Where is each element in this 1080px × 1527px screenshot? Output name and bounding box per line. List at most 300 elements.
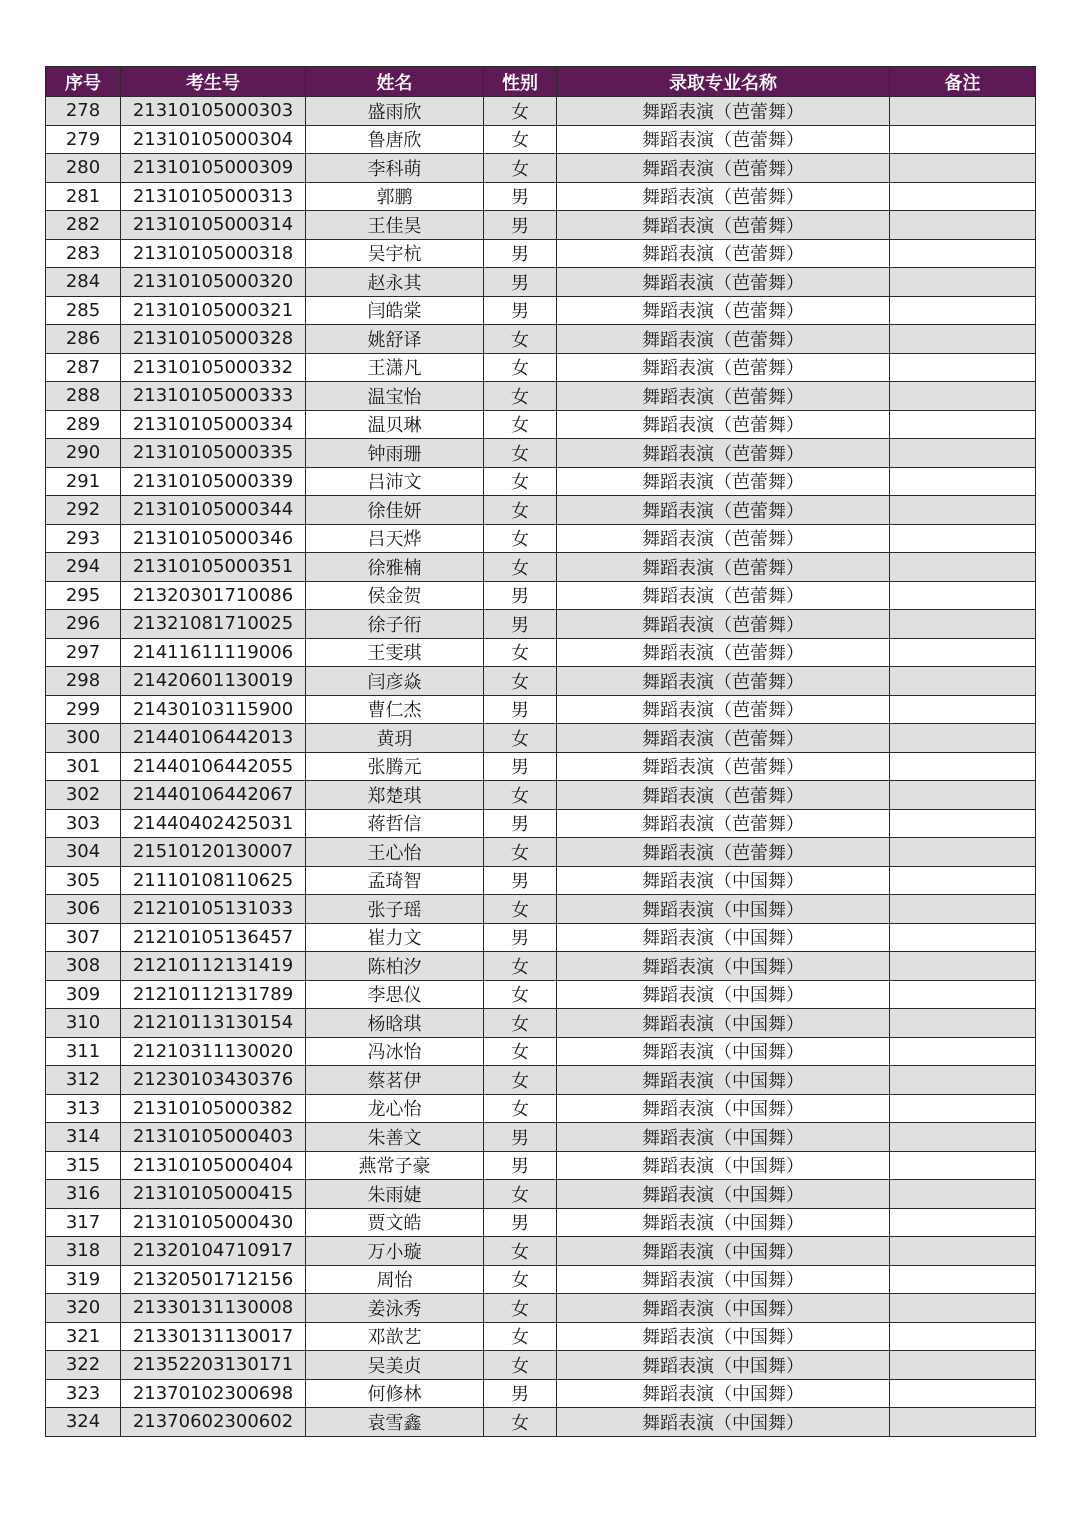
- cell-name: 钟雨珊: [306, 439, 484, 468]
- cell-gender: 女: [484, 838, 557, 867]
- cell-exam-id: 21310105000351: [121, 553, 306, 582]
- cell-name: 徐子衎: [306, 610, 484, 639]
- table-row: [46, 1180, 1036, 1209]
- cell-seq: 313: [46, 1094, 121, 1123]
- cell-exam-id: 21210112131419: [121, 952, 306, 981]
- table-row: [46, 524, 1036, 553]
- cell-name: 赵永其: [306, 268, 484, 297]
- cell-note: [890, 866, 1036, 895]
- cell-major: 舞蹈表演（芭蕾舞）: [557, 154, 890, 183]
- cell-exam-id: 21310105000328: [121, 325, 306, 354]
- table-row: [46, 895, 1036, 924]
- table-row: [46, 610, 1036, 639]
- table-row: [46, 410, 1036, 439]
- cell-name: 张子瑶: [306, 895, 484, 924]
- cell-exam-id: 21110108110625: [121, 866, 306, 895]
- cell-major: 舞蹈表演（芭蕾舞）: [557, 325, 890, 354]
- cell-seq: 283: [46, 239, 121, 268]
- cell-gender: 女: [484, 980, 557, 1009]
- cell-note: [890, 1322, 1036, 1351]
- table-row: [46, 211, 1036, 240]
- cell-exam-id: 21230103430376: [121, 1066, 306, 1095]
- table-row: [46, 325, 1036, 354]
- cell-note: [890, 581, 1036, 610]
- cell-note: [890, 781, 1036, 810]
- cell-seq: 278: [46, 97, 121, 126]
- cell-exam-id: 21310105000382: [121, 1094, 306, 1123]
- table-row: [46, 667, 1036, 696]
- cell-note: [890, 1037, 1036, 1066]
- table-row: [46, 838, 1036, 867]
- cell-gender: 男: [484, 1379, 557, 1408]
- cell-name: 朱雨婕: [306, 1180, 484, 1209]
- cell-note: [890, 1351, 1036, 1380]
- cell-exam-id: 21310105000415: [121, 1180, 306, 1209]
- header-note: 备注: [890, 67, 1036, 97]
- cell-exam-id: 21210105136457: [121, 923, 306, 952]
- cell-note: [890, 268, 1036, 297]
- cell-gender: 女: [484, 553, 557, 582]
- cell-seq: 306: [46, 895, 121, 924]
- cell-name: 何修林: [306, 1379, 484, 1408]
- cell-exam-id: 21310105000318: [121, 239, 306, 268]
- cell-major: 舞蹈表演（芭蕾舞）: [557, 125, 890, 154]
- table-row: [46, 268, 1036, 297]
- cell-note: [890, 467, 1036, 496]
- cell-seq: 286: [46, 325, 121, 354]
- cell-note: [890, 1237, 1036, 1266]
- cell-seq: 285: [46, 296, 121, 325]
- cell-note: [890, 410, 1036, 439]
- cell-note: [890, 695, 1036, 724]
- cell-name: 崔力文: [306, 923, 484, 952]
- cell-note: [890, 1294, 1036, 1323]
- cell-exam-id: 21310105000313: [121, 182, 306, 211]
- cell-major: 舞蹈表演（芭蕾舞）: [557, 410, 890, 439]
- cell-seq: 308: [46, 952, 121, 981]
- table-row: [46, 980, 1036, 1009]
- cell-note: [890, 439, 1036, 468]
- cell-seq: 284: [46, 268, 121, 297]
- table-row: [46, 382, 1036, 411]
- cell-note: [890, 1123, 1036, 1152]
- cell-gender: 男: [484, 296, 557, 325]
- cell-major: 舞蹈表演（芭蕾舞）: [557, 97, 890, 126]
- cell-note: [890, 553, 1036, 582]
- cell-name: 侯金贺: [306, 581, 484, 610]
- cell-note: [890, 1208, 1036, 1237]
- cell-note: [890, 638, 1036, 667]
- table-row: [46, 1151, 1036, 1180]
- cell-major: 舞蹈表演（芭蕾舞）: [557, 268, 890, 297]
- cell-seq: 295: [46, 581, 121, 610]
- table-row: [46, 97, 1036, 126]
- cell-seq: 309: [46, 980, 121, 1009]
- cell-note: [890, 325, 1036, 354]
- cell-note: [890, 524, 1036, 553]
- cell-gender: 女: [484, 952, 557, 981]
- cell-major: 舞蹈表演（中国舞）: [557, 923, 890, 952]
- cell-gender: 男: [484, 610, 557, 639]
- cell-name: 贾文皓: [306, 1208, 484, 1237]
- cell-exam-id: 21370102300698: [121, 1379, 306, 1408]
- cell-seq: 319: [46, 1265, 121, 1294]
- cell-name: 陈柏汐: [306, 952, 484, 981]
- cell-exam-id: 21210311130020: [121, 1037, 306, 1066]
- cell-note: [890, 923, 1036, 952]
- cell-gender: 女: [484, 638, 557, 667]
- table-row: [46, 296, 1036, 325]
- cell-name: 邓歆艺: [306, 1322, 484, 1351]
- cell-gender: 男: [484, 239, 557, 268]
- cell-major: 舞蹈表演（芭蕾舞）: [557, 182, 890, 211]
- table-row: [46, 1265, 1036, 1294]
- cell-exam-id: 21320104710917: [121, 1237, 306, 1266]
- table-row: [46, 239, 1036, 268]
- cell-note: [890, 1265, 1036, 1294]
- cell-exam-id: 21320501712156: [121, 1265, 306, 1294]
- cell-note: [890, 1180, 1036, 1209]
- cell-major: 舞蹈表演（芭蕾舞）: [557, 296, 890, 325]
- cell-note: [890, 125, 1036, 154]
- cell-gender: 男: [484, 268, 557, 297]
- cell-name: 万小璇: [306, 1237, 484, 1266]
- cell-seq: 287: [46, 353, 121, 382]
- cell-seq: 304: [46, 838, 121, 867]
- cell-exam-id: 21310105000403: [121, 1123, 306, 1152]
- cell-name: 徐雅楠: [306, 553, 484, 582]
- header-name: 姓名: [306, 67, 484, 97]
- table-row: [46, 1123, 1036, 1152]
- cell-gender: 女: [484, 667, 557, 696]
- cell-seq: 314: [46, 1123, 121, 1152]
- cell-exam-id: 21310105000404: [121, 1151, 306, 1180]
- cell-name: 周怡: [306, 1265, 484, 1294]
- table-row: [46, 724, 1036, 753]
- cell-major: 舞蹈表演（芭蕾舞）: [557, 524, 890, 553]
- cell-gender: 女: [484, 410, 557, 439]
- cell-exam-id: 21330131130017: [121, 1322, 306, 1351]
- cell-major: 舞蹈表演（中国舞）: [557, 1265, 890, 1294]
- cell-gender: 男: [484, 581, 557, 610]
- cell-major: 舞蹈表演（芭蕾舞）: [557, 467, 890, 496]
- cell-gender: 女: [484, 325, 557, 354]
- cell-seq: 305: [46, 866, 121, 895]
- cell-major: 舞蹈表演（中国舞）: [557, 1237, 890, 1266]
- cell-gender: 男: [484, 923, 557, 952]
- cell-note: [890, 182, 1036, 211]
- cell-gender: 女: [484, 724, 557, 753]
- cell-note: [890, 382, 1036, 411]
- header-gender: 性别: [484, 67, 557, 97]
- cell-gender: 男: [484, 809, 557, 838]
- cell-name: 朱善文: [306, 1123, 484, 1152]
- cell-name: 吕天烨: [306, 524, 484, 553]
- cell-seq: 282: [46, 211, 121, 240]
- cell-exam-id: 21210113130154: [121, 1009, 306, 1038]
- table-row: [46, 923, 1036, 952]
- cell-exam-id: 21310105000344: [121, 496, 306, 525]
- cell-exam-id: 21440106442055: [121, 752, 306, 781]
- cell-gender: 女: [484, 1237, 557, 1266]
- cell-note: [890, 1151, 1036, 1180]
- cell-note: [890, 1408, 1036, 1437]
- cell-gender: 女: [484, 524, 557, 553]
- header-major: 录取专业名称: [557, 67, 890, 97]
- table-row: [46, 496, 1036, 525]
- cell-seq: 315: [46, 1151, 121, 1180]
- cell-major: 舞蹈表演（芭蕾舞）: [557, 838, 890, 867]
- cell-name: 闫彦焱: [306, 667, 484, 696]
- cell-name: 吕沛文: [306, 467, 484, 496]
- cell-major: 舞蹈表演（中国舞）: [557, 1208, 890, 1237]
- cell-major: 舞蹈表演（芭蕾舞）: [557, 667, 890, 696]
- cell-major: 舞蹈表演（中国舞）: [557, 1094, 890, 1123]
- cell-note: [890, 239, 1036, 268]
- cell-exam-id: 21310105000334: [121, 410, 306, 439]
- cell-major: 舞蹈表演（芭蕾舞）: [557, 353, 890, 382]
- cell-gender: 女: [484, 1009, 557, 1038]
- cell-name: 温宝怡: [306, 382, 484, 411]
- cell-seq: 288: [46, 382, 121, 411]
- cell-gender: 女: [484, 1037, 557, 1066]
- cell-exam-id: 21440106442067: [121, 781, 306, 810]
- cell-major: 舞蹈表演（中国舞）: [557, 952, 890, 981]
- cell-exam-id: 21370602300602: [121, 1408, 306, 1437]
- table-row: [46, 1379, 1036, 1408]
- table-row: [46, 1066, 1036, 1095]
- cell-note: [890, 895, 1036, 924]
- cell-major: 舞蹈表演（芭蕾舞）: [557, 724, 890, 753]
- table-row: [46, 1237, 1036, 1266]
- cell-name: 张腾元: [306, 752, 484, 781]
- cell-major: 舞蹈表演（芭蕾舞）: [557, 496, 890, 525]
- cell-major: 舞蹈表演（芭蕾舞）: [557, 809, 890, 838]
- cell-major: 舞蹈表演（芭蕾舞）: [557, 581, 890, 610]
- cell-note: [890, 667, 1036, 696]
- cell-exam-id: 21310105000335: [121, 439, 306, 468]
- cell-name: 吴美贞: [306, 1351, 484, 1380]
- table-row: [46, 581, 1036, 610]
- cell-name: 吴宇杭: [306, 239, 484, 268]
- cell-major: 舞蹈表演（中国舞）: [557, 1180, 890, 1209]
- cell-exam-id: 21210105131033: [121, 895, 306, 924]
- cell-gender: 女: [484, 353, 557, 382]
- cell-exam-id: 21310105000346: [121, 524, 306, 553]
- cell-seq: 281: [46, 182, 121, 211]
- header-row: [46, 67, 1036, 97]
- cell-note: [890, 211, 1036, 240]
- table-row: [46, 553, 1036, 582]
- cell-exam-id: 21310105000303: [121, 97, 306, 126]
- cell-gender: 女: [484, 1351, 557, 1380]
- cell-major: 舞蹈表演（芭蕾舞）: [557, 610, 890, 639]
- cell-major: 舞蹈表演（中国舞）: [557, 1151, 890, 1180]
- cell-name: 袁雪鑫: [306, 1408, 484, 1437]
- cell-seq: 317: [46, 1208, 121, 1237]
- cell-seq: 324: [46, 1408, 121, 1437]
- cell-gender: 男: [484, 182, 557, 211]
- cell-seq: 318: [46, 1237, 121, 1266]
- cell-exam-id: 21310105000304: [121, 125, 306, 154]
- cell-note: [890, 1066, 1036, 1095]
- cell-gender: 女: [484, 1322, 557, 1351]
- cell-gender: 女: [484, 781, 557, 810]
- cell-seq: 316: [46, 1180, 121, 1209]
- cell-name: 王佳昊: [306, 211, 484, 240]
- table-row: [46, 1351, 1036, 1380]
- cell-seq: 293: [46, 524, 121, 553]
- table-row: [46, 154, 1036, 183]
- cell-name: 闫皓棠: [306, 296, 484, 325]
- cell-exam-id: 21430103115900: [121, 695, 306, 724]
- table-row: [46, 952, 1036, 981]
- cell-gender: 女: [484, 97, 557, 126]
- cell-gender: 女: [484, 1408, 557, 1437]
- cell-exam-id: 21210112131789: [121, 980, 306, 1009]
- table-row: [46, 1294, 1036, 1323]
- cell-exam-id: 21420601130019: [121, 667, 306, 696]
- table-row: [46, 182, 1036, 211]
- cell-major: 舞蹈表演（芭蕾舞）: [557, 553, 890, 582]
- cell-name: 王雯琪: [306, 638, 484, 667]
- cell-gender: 男: [484, 211, 557, 240]
- cell-seq: 322: [46, 1351, 121, 1380]
- cell-note: [890, 1009, 1036, 1038]
- cell-gender: 女: [484, 125, 557, 154]
- cell-gender: 女: [484, 496, 557, 525]
- cell-major: 舞蹈表演（中国舞）: [557, 1408, 890, 1437]
- cell-exam-id: 21310105000339: [121, 467, 306, 496]
- cell-exam-id: 21352203130171: [121, 1351, 306, 1380]
- cell-name: 杨晗琪: [306, 1009, 484, 1038]
- cell-name: 孟琦智: [306, 866, 484, 895]
- cell-note: [890, 97, 1036, 126]
- cell-major: 舞蹈表演（中国舞）: [557, 1123, 890, 1152]
- cell-name: 曹仁杰: [306, 695, 484, 724]
- cell-major: 舞蹈表演（中国舞）: [557, 866, 890, 895]
- cell-name: 李科萌: [306, 154, 484, 183]
- table-row: [46, 1322, 1036, 1351]
- cell-note: [890, 296, 1036, 325]
- cell-exam-id: 21330131130008: [121, 1294, 306, 1323]
- cell-name: 蔡茗伊: [306, 1066, 484, 1095]
- cell-seq: 312: [46, 1066, 121, 1095]
- cell-major: 舞蹈表演（芭蕾舞）: [557, 781, 890, 810]
- cell-name: 徐佳妍: [306, 496, 484, 525]
- cell-gender: 女: [484, 1294, 557, 1323]
- cell-note: [890, 1094, 1036, 1123]
- cell-major: 舞蹈表演（中国舞）: [557, 895, 890, 924]
- cell-seq: 299: [46, 695, 121, 724]
- cell-seq: 321: [46, 1322, 121, 1351]
- cell-seq: 280: [46, 154, 121, 183]
- cell-gender: 男: [484, 1208, 557, 1237]
- cell-note: [890, 496, 1036, 525]
- cell-seq: 320: [46, 1294, 121, 1323]
- table-row: [46, 695, 1036, 724]
- table-row: [46, 467, 1036, 496]
- cell-note: [890, 980, 1036, 1009]
- cell-gender: 女: [484, 1265, 557, 1294]
- cell-name: 温贝琳: [306, 410, 484, 439]
- cell-note: [890, 724, 1036, 753]
- cell-note: [890, 1379, 1036, 1408]
- cell-name: 姜泳秀: [306, 1294, 484, 1323]
- cell-exam-id: 21310105000430: [121, 1208, 306, 1237]
- table-row: [46, 1408, 1036, 1437]
- table-row: [46, 752, 1036, 781]
- cell-exam-id: 21411611119006: [121, 638, 306, 667]
- cell-major: 舞蹈表演（芭蕾舞）: [557, 211, 890, 240]
- cell-seq: 296: [46, 610, 121, 639]
- cell-name: 郭鹏: [306, 182, 484, 211]
- table-row: [46, 353, 1036, 382]
- table-row: [46, 1094, 1036, 1123]
- cell-seq: 302: [46, 781, 121, 810]
- cell-major: 舞蹈表演（中国舞）: [557, 1351, 890, 1380]
- cell-seq: 307: [46, 923, 121, 952]
- cell-exam-id: 21310105000320: [121, 268, 306, 297]
- cell-gender: 男: [484, 695, 557, 724]
- cell-exam-id: 21510120130007: [121, 838, 306, 867]
- cell-major: 舞蹈表演（中国舞）: [557, 1066, 890, 1095]
- cell-gender: 男: [484, 1123, 557, 1152]
- cell-name: 李思仪: [306, 980, 484, 1009]
- cell-name: 冯冰怡: [306, 1037, 484, 1066]
- table-row: [46, 866, 1036, 895]
- cell-seq: 279: [46, 125, 121, 154]
- table-row: [46, 1009, 1036, 1038]
- cell-note: [890, 610, 1036, 639]
- cell-gender: 女: [484, 1066, 557, 1095]
- cell-gender: 女: [484, 467, 557, 496]
- cell-seq: 301: [46, 752, 121, 781]
- cell-name: 王潇凡: [306, 353, 484, 382]
- cell-gender: 男: [484, 866, 557, 895]
- cell-major: 舞蹈表演（芭蕾舞）: [557, 382, 890, 411]
- table-row: [46, 125, 1036, 154]
- cell-major: 舞蹈表演（芭蕾舞）: [557, 695, 890, 724]
- cell-name: 龙心怡: [306, 1094, 484, 1123]
- cell-major: 舞蹈表演（中国舞）: [557, 980, 890, 1009]
- cell-note: [890, 154, 1036, 183]
- cell-exam-id: 21310105000314: [121, 211, 306, 240]
- cell-seq: 311: [46, 1037, 121, 1066]
- cell-exam-id: 21440106442013: [121, 724, 306, 753]
- cell-major: 舞蹈表演（芭蕾舞）: [557, 239, 890, 268]
- cell-major: 舞蹈表演（中国舞）: [557, 1322, 890, 1351]
- cell-note: [890, 838, 1036, 867]
- cell-note: [890, 952, 1036, 981]
- cell-seq: 323: [46, 1379, 121, 1408]
- cell-seq: 289: [46, 410, 121, 439]
- cell-seq: 298: [46, 667, 121, 696]
- cell-major: 舞蹈表演（芭蕾舞）: [557, 752, 890, 781]
- cell-note: [890, 752, 1036, 781]
- cell-gender: 女: [484, 1180, 557, 1209]
- cell-major: 舞蹈表演（中国舞）: [557, 1037, 890, 1066]
- cell-note: [890, 353, 1036, 382]
- cell-seq: 297: [46, 638, 121, 667]
- table-row: [46, 809, 1036, 838]
- cell-note: [890, 809, 1036, 838]
- cell-gender: 女: [484, 895, 557, 924]
- admission-table: [45, 66, 1036, 1437]
- cell-seq: 292: [46, 496, 121, 525]
- cell-seq: 291: [46, 467, 121, 496]
- table-row: [46, 638, 1036, 667]
